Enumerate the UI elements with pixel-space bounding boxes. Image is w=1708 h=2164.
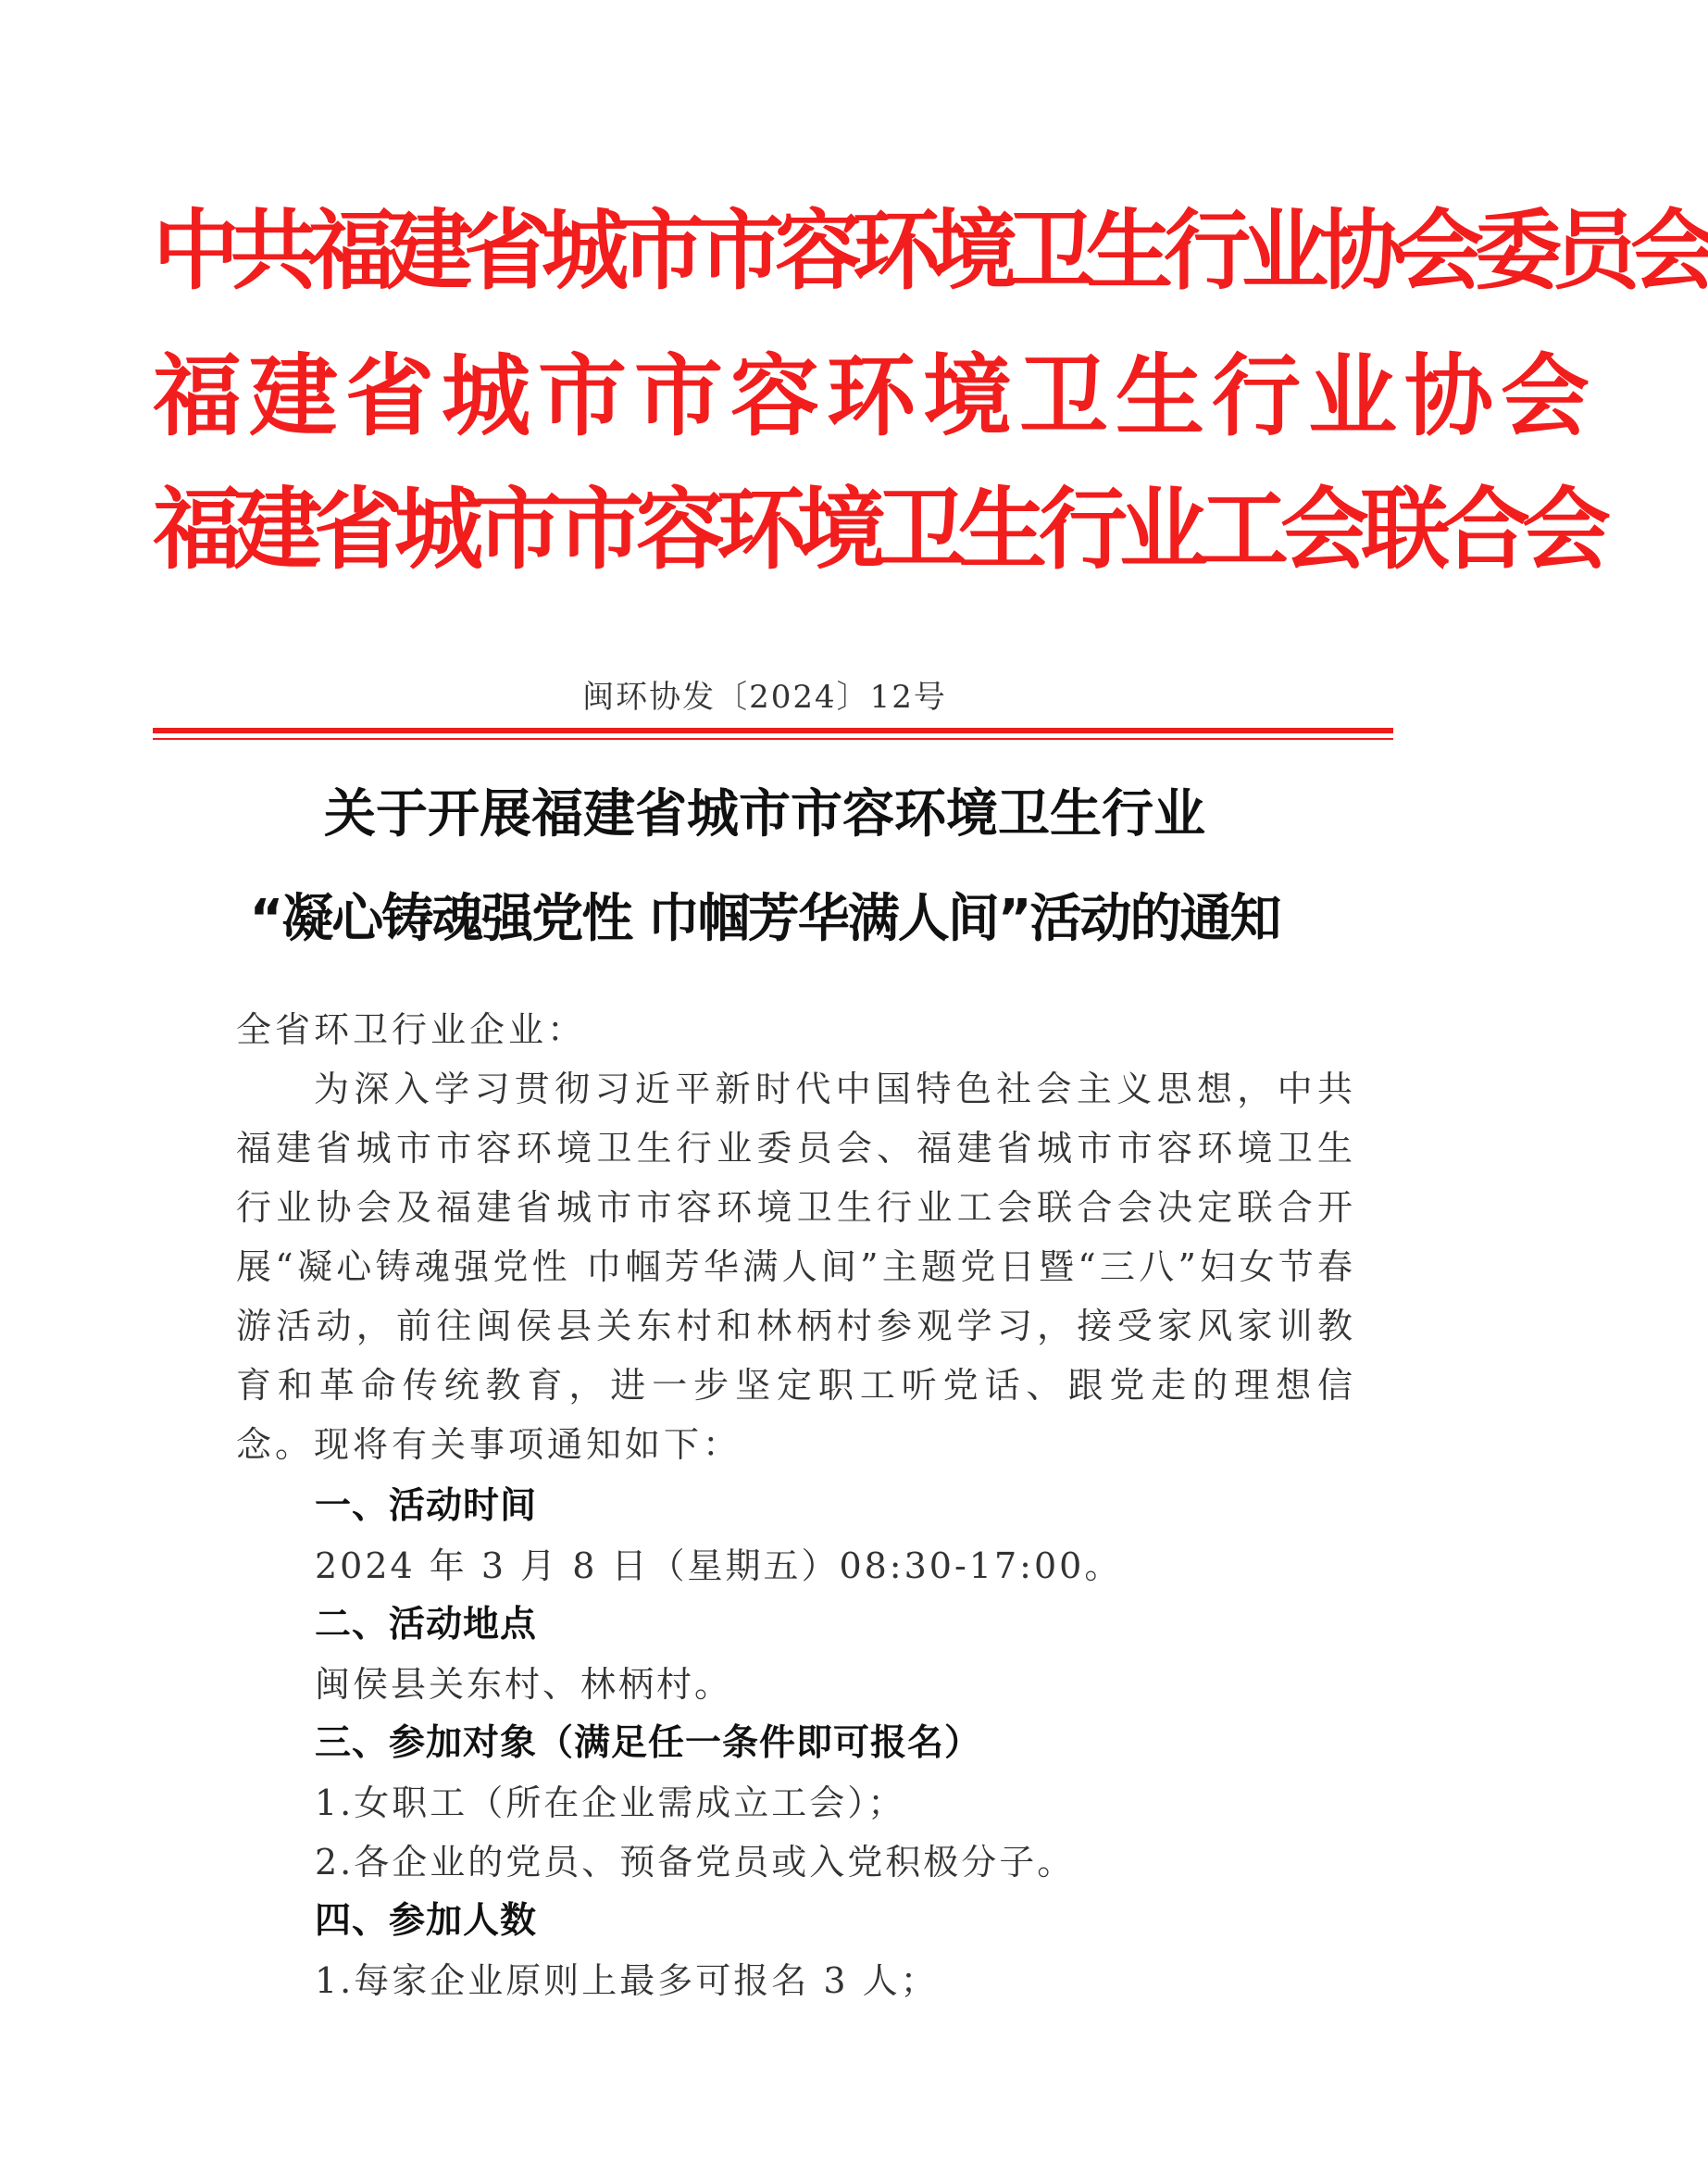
section-heading-location: 二、活动地点 bbox=[315, 1604, 538, 1645]
section-item-location: 闽侯县关东村、林柄村。 bbox=[315, 1664, 733, 1705]
section-heading-time: 一、活动时间 bbox=[315, 1485, 538, 1527]
section-item-participants-1: 1.女职工（所在企业需成立工会）； bbox=[315, 1782, 906, 1823]
section-item-participants-2: 2.各企业的党员、预备党员或入党积极分子。 bbox=[315, 1842, 1076, 1883]
intro-paragraph: 为深入学习贯彻习近平新时代中国特色社会主义思想，中共福建省城市市容环境卫生行业委员会、福建省城市市容环境卫生行业协会及福建省城市市容环境卫生行业工会联合会决定联合开展“凝心铸魂强党性 巾帼芳华满人间”主题党日暨“三八”妇女节春游活动，前往闽侯县关东村和林柄村参观学习，接受家风家训教育和革命传统教育，进一步坚定职工听党话、跟党走的理想信念。现将有关事项通知如下： bbox=[236, 1069, 1356, 1465]
masthead-line-3: 福建省城市市容环境卫生行业工会联合会 bbox=[153, 478, 1602, 582]
red-divider-thin bbox=[153, 738, 1393, 740]
salutation: 全省环卫行业企业： bbox=[236, 1009, 587, 1050]
section-heading-participants: 三、参加对象（满足任一条件即可报名） bbox=[315, 1722, 982, 1764]
section-item-headcount-1: 1.每家企业原则上最多可报名 3 人； bbox=[315, 1960, 939, 2001]
notice-title-line-1: 关于开展福建省城市市容环境卫生行业 bbox=[324, 784, 1205, 844]
red-divider-thick bbox=[153, 728, 1393, 733]
section-heading-headcount: 四、参加人数 bbox=[315, 1900, 538, 1942]
notice-title-line-2: “凝心铸魂强党性 巾帼芳华满人间”活动的通知 bbox=[249, 889, 1280, 949]
section-item-time: 2024 年 3 月 8 日（星期五）08:30-17:00。 bbox=[315, 1545, 1123, 1586]
masthead-line-1: 中共福建省城市市容环境卫生行业协会委员会 bbox=[153, 201, 1708, 302]
document-number: 闽环协发〔2024〕12号 bbox=[582, 679, 947, 716]
masthead-line-2: 福建省城市市容环境卫生行业协会 bbox=[153, 344, 1597, 448]
